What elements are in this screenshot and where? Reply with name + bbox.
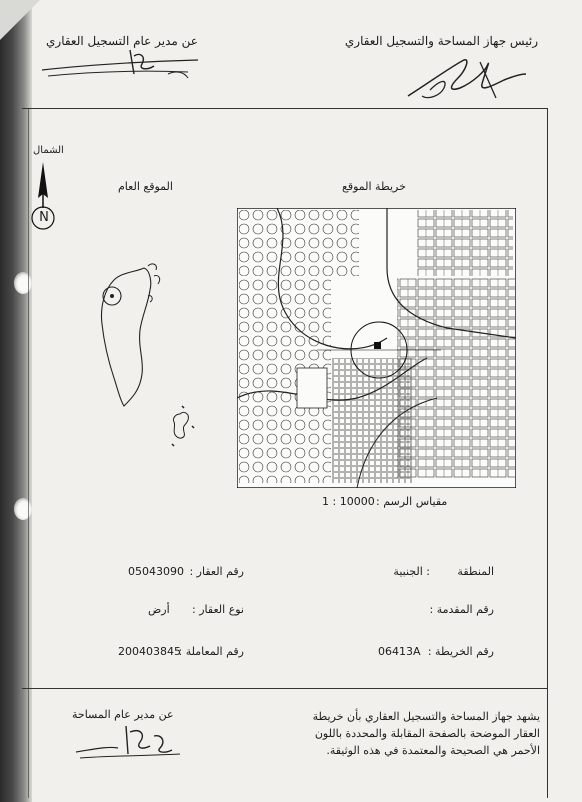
certification-text [280, 708, 540, 759]
registration-director-title: عن مدير عام التسجيل العقاري [46, 34, 198, 48]
map-number-label: رقم الخريطة : [427, 645, 494, 658]
scale-value: 1 : 10000 [322, 495, 375, 508]
header-divider [22, 108, 548, 109]
bahrain-outline-map [92, 256, 202, 468]
footer-divider [22, 688, 548, 689]
transaction-number-label: رقم المعاملة : [178, 645, 244, 658]
chief-signature [400, 52, 530, 104]
scale-label: مقياس الرسم : [376, 495, 448, 508]
certification-line: العقار الموضحة بالصفحة المقابلة والمحددة باللون [314, 727, 540, 740]
site-map-label: خريطة الموقع [342, 180, 406, 193]
property-number-label: رقم العقار : [189, 565, 244, 578]
property-type-label: نوع العقار : [192, 603, 244, 616]
prefix-number-label: رقم المقدمة : [429, 603, 494, 616]
property-type-value: أرض [148, 603, 170, 616]
property-number-value: 05043090 [128, 565, 184, 578]
right-border [547, 108, 548, 798]
north-letter: N [39, 210, 49, 225]
site-map [237, 208, 516, 488]
north-label: الشمال [33, 145, 64, 156]
area-label: المنطقة [457, 565, 494, 578]
transaction-number-value: 200403845 [118, 645, 181, 658]
certification-line: الأحمر هي الصحيحة والمعتمدة في هذه الوثيقة. [326, 744, 540, 757]
survey-director-signature [70, 722, 190, 762]
punch-hole [14, 272, 32, 294]
certification-line: يشهد جهاز المساحة والتسجيل العقاري بأن خريطة [312, 710, 540, 723]
area-value: : الجنبية [393, 565, 430, 578]
general-location-label: الموقع العام [118, 180, 173, 193]
punch-hole [14, 498, 32, 520]
map-number-value: 06413A [378, 645, 421, 658]
folded-corner [0, 0, 40, 40]
head-of-survey-title: رئيس جهاز المساحة والتسجيل العقاري [344, 34, 538, 48]
registration-signature [38, 48, 208, 84]
survey-director-label: عن مدير عام المساحة [72, 708, 174, 721]
